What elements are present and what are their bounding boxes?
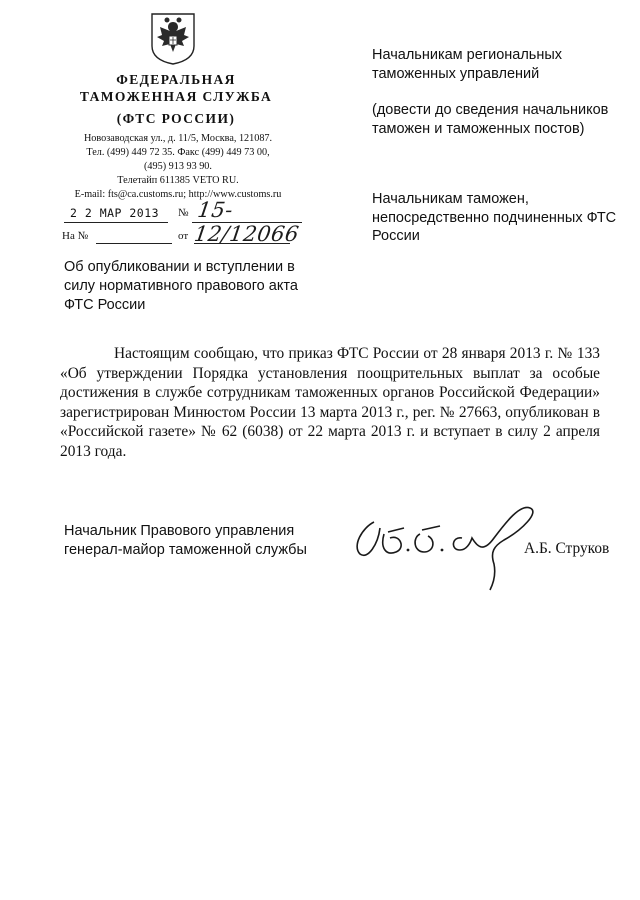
org-abbreviation: (ФТС РОССИИ) bbox=[116, 111, 236, 126]
reference-number-line bbox=[96, 243, 172, 244]
reference-date-label: от bbox=[178, 230, 189, 242]
addressee-note: (довести до сведения начальников таможен и таможенных постов) bbox=[372, 102, 609, 137]
signatory-name: А.Б. Струков bbox=[524, 540, 610, 557]
reference-date-line bbox=[194, 243, 290, 244]
addressee-customs: Начальникам таможен, непосредственно подчиненных ФТС России bbox=[372, 191, 617, 244]
org-teletype: Телетайп 611385 VETO RU. bbox=[117, 175, 239, 186]
russian-coat-of-arms-icon bbox=[148, 12, 198, 66]
addressee-regional: Начальникам региональных таможенных управлений bbox=[372, 47, 563, 82]
signatory-title bbox=[64, 522, 344, 560]
signatory-title-line2: генерал-майор таможенной службы bbox=[64, 542, 307, 558]
org-address: Новозаводская ул., д. 11/5, Москва, 121087. bbox=[83, 133, 273, 144]
org-email-web: E-mail: fts@ca.customs.ru; http://www.customs.ru bbox=[74, 189, 282, 200]
reference-row bbox=[62, 230, 292, 246]
signatory-title-line1: Начальник Правового управления bbox=[64, 523, 295, 539]
date-stamp: 2 2 МАР 2013 bbox=[70, 206, 160, 220]
letter-body bbox=[60, 344, 600, 462]
org-phone-fax: Тел. (499) 449 72 35. Факс (499) 449 73 00, bbox=[86, 147, 270, 158]
handwritten-signature-icon bbox=[344, 494, 544, 594]
org-phone2: (495) 913 93 90. bbox=[144, 161, 212, 172]
date-underline bbox=[64, 222, 168, 223]
number-underline bbox=[192, 222, 302, 223]
org-name-line2: ТАМОЖЕННАЯ СЛУЖБА bbox=[79, 89, 273, 104]
number-label: № bbox=[178, 207, 189, 219]
reference-number-label: На № bbox=[62, 230, 89, 242]
org-name-line1: ФЕДЕРАЛЬНАЯ bbox=[116, 72, 236, 87]
letter-subject: Об опубликовании и вступлении в силу нормативного правового акта ФТС России bbox=[64, 259, 298, 313]
outgoing-number: 15-12/12066 bbox=[192, 198, 301, 246]
body-paragraph: Настоящим сообщаю, что приказ ФТС России от 28 января 2013 г. № 133 «Об утверждении Порядка установления поощрительных выплат за особые достижения в службе сотрудникам таможенных органов Российской Федерации» зарегистрирован Минюстом России 13 марта 2013 г., рег. № 27663, опубликован в «Российской газете» № 62 (6038) от 22 марта 2013 г. и вступает в силу 2 апреля 2013 года. bbox=[60, 345, 600, 460]
